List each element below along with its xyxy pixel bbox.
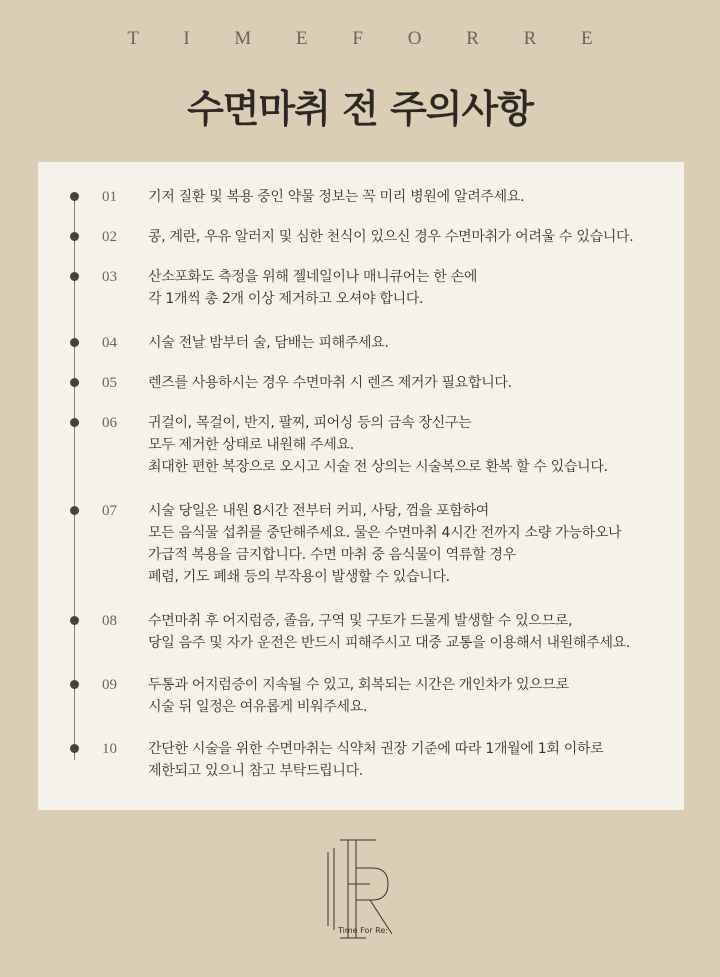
notice-number: 02 [102, 229, 117, 245]
notice-text [148, 372, 678, 394]
notice-text-line: 간단한 시술을 위한 수면마취는 식약처 권장 기준에 따라 1개월에 1회 이하로 [148, 741, 604, 757]
notice-text-line: 수면마취 후 어지럼증, 졸음, 구역 및 구토가 드물게 발생할 수 있으므로, [148, 613, 573, 629]
notice-text [148, 226, 678, 248]
notice-number: 08 [102, 613, 117, 629]
notice-text [148, 674, 678, 718]
notice-number: 07 [102, 503, 117, 519]
timeline-dot-icon [70, 506, 79, 515]
notice-text-line: 모든 음식물 섭취를 중단해주세요. 물은 수면마취 4시간 전까지 소량 가능하오나 [148, 525, 622, 541]
notice-text-line: 당일 음주 및 자가 운전은 반드시 피해주시고 대중 교통을 이용해서 내원해주세요. [148, 635, 631, 651]
notice-text [148, 186, 678, 208]
notice-number: 04 [102, 335, 117, 351]
notice-text-line: 시술 당일은 내원 8시간 전부터 커피, 사탕, 껌을 포함하여 [148, 503, 490, 519]
notice-number: 01 [102, 189, 117, 205]
notice-text-line: 렌즈를 사용하시는 경우 수면마취 시 렌즈 제거가 필요합니다. [148, 375, 512, 391]
notice-number: 03 [102, 269, 117, 285]
timeline-dot-icon [70, 378, 79, 387]
timeline-dot-icon [70, 338, 79, 347]
notice-text [148, 500, 678, 588]
logo-caption: Time For Re: [338, 926, 388, 935]
notice-text-line: 산소포화도 측정을 위해 젤네일이나 매니큐어는 한 손에 [148, 269, 478, 285]
notice-card [38, 162, 684, 810]
notice-text-line: 폐렴, 기도 폐쇄 등의 부작용이 발생할 수 있습니다. [148, 569, 450, 585]
notice-text-line: 콩, 계란, 우유 알러지 및 심한 천식이 있으신 경우 수면마취가 어려울 수 있습니다. [148, 229, 634, 245]
notice-text-line: 시술 전날 밤부터 술, 담배는 피해주세요. [148, 335, 389, 351]
notice-text-line: 시술 뒤 일정은 여유롭게 비워주세요. [148, 699, 368, 715]
notice-number: 09 [102, 677, 117, 693]
notice-text [148, 738, 678, 782]
notice-number: 06 [102, 415, 117, 431]
notice-text [148, 266, 678, 310]
notice-text [148, 610, 678, 654]
notice-text-line: 모두 제거한 상태로 내원해 주세요. [148, 437, 354, 453]
notice-text-line: 가급적 복용을 금지합니다. 수면 마취 중 음식물이 역류할 경우 [148, 547, 516, 563]
notice-text [148, 332, 678, 354]
timeline-dot-icon [70, 744, 79, 753]
timeline-dot-icon [70, 272, 79, 281]
notice-text-line: 두통과 어지럼증이 지속될 수 있고, 회복되는 시간은 개인차가 있으므로 [148, 677, 569, 693]
notice-text [148, 412, 678, 478]
brand-wordmark: T I M E F O R R E [127, 28, 613, 49]
notice-text-line: 기저 질환 및 복용 중인 약물 정보는 꼭 미리 병원에 알려주세요. [148, 189, 525, 205]
timeline-dot-icon [70, 232, 79, 241]
notice-text-line: 최대한 편한 복장으로 오시고 시술 전 상의는 시술복으로 환복 할 수 있습니다. [148, 459, 608, 475]
notice-text-line: 제한되고 있으니 참고 부탁드립니다. [148, 763, 363, 779]
timeline-dot-icon [70, 680, 79, 689]
timeline-line [74, 200, 75, 760]
notice-number: 05 [102, 375, 117, 391]
notice-number: 10 [102, 741, 117, 757]
notice-text-line: 귀걸이, 목걸이, 반지, 팔찌, 피어싱 등의 금속 장신구는 [148, 415, 472, 431]
timeline-dot-icon [70, 616, 79, 625]
notice-text-line: 각 1개씩 총 2개 이상 제거하고 오셔야 합니다. [148, 291, 424, 307]
timeline-dot-icon [70, 192, 79, 201]
page-title: 수면마취 전 주의사항 [187, 87, 533, 131]
timeline-dot-icon [70, 418, 79, 427]
